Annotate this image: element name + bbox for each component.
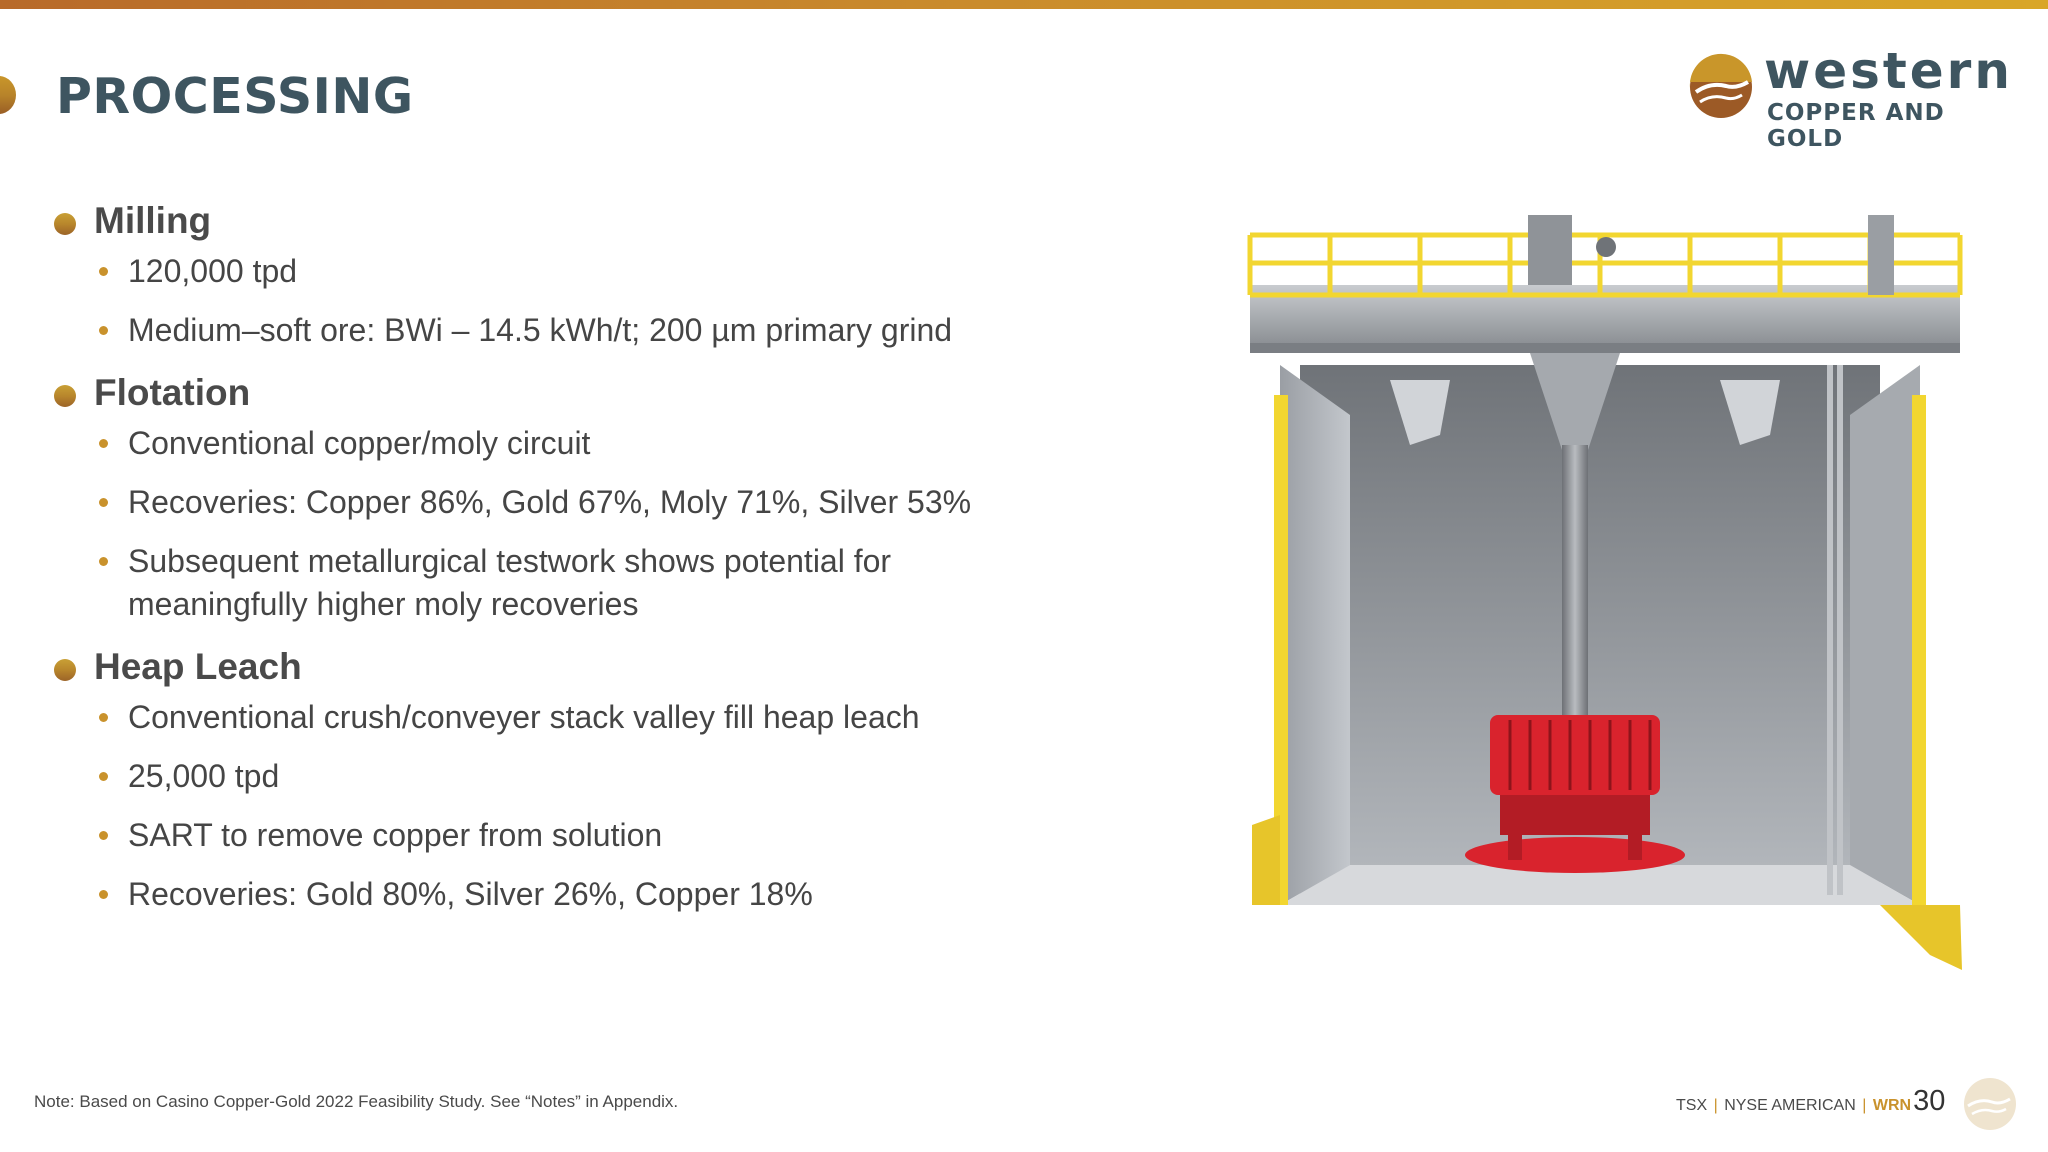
list-item xyxy=(54,540,1134,626)
list-item-text: Subsequent metallurgical testwork shows potential for meaningfully higher moly recoveries xyxy=(128,543,892,622)
list-item xyxy=(54,873,1134,916)
bullet-list xyxy=(54,250,1134,352)
list-item-text: Conventional crush/conveyer stack valley fill heap leach xyxy=(128,699,920,735)
list-item-text: 25,000 tpd xyxy=(128,758,280,794)
logo-wordmark: western xyxy=(1764,42,2013,100)
exchange-nyse: NYSE AMERICAN xyxy=(1724,1097,1856,1114)
list-item xyxy=(54,422,1134,465)
section-bullet-icon xyxy=(54,213,76,235)
list-item-text: Medium–soft ore: BWi – 14.5 kWh/t; 200 µm primary grind xyxy=(128,312,953,348)
section-bullet-icon xyxy=(54,659,76,681)
tank-left-wall xyxy=(1280,365,1350,905)
top-accent-bar xyxy=(0,0,2048,9)
list-item xyxy=(54,814,1134,857)
flotation-cell-illustration xyxy=(1240,215,1970,975)
bullet-dot-icon xyxy=(99,439,108,448)
list-item xyxy=(54,755,1134,798)
list-item xyxy=(54,481,1134,524)
page-number: 30 xyxy=(1913,1085,1946,1117)
ticker-symbol: WRN xyxy=(1872,1097,1912,1114)
bullet-content xyxy=(54,196,1134,932)
section-title: Flotation xyxy=(94,372,251,413)
bullet-list xyxy=(54,696,1134,916)
page-title: PROCESSING xyxy=(56,68,414,125)
watermark-logo-icon xyxy=(1962,1076,2018,1132)
section-title: Heap Leach xyxy=(94,646,302,687)
bullet-dot-icon xyxy=(99,890,108,899)
bullet-dot-icon xyxy=(99,831,108,840)
gauge-icon xyxy=(1596,237,1616,257)
bullet-dot-icon xyxy=(99,557,108,566)
frame-base-left xyxy=(1252,815,1280,905)
list-item-text: 120,000 tpd xyxy=(128,253,298,289)
list-item-text: Recoveries: Gold 80%, Silver 26%, Copper 18% xyxy=(128,876,813,912)
bullet-dot-icon xyxy=(99,772,108,781)
deck-beam xyxy=(1250,343,1960,353)
list-item xyxy=(54,309,1134,352)
drive-motor xyxy=(1528,215,1572,285)
section-title: Milling xyxy=(94,200,212,241)
section-flotation xyxy=(54,368,1134,626)
list-item-text: SART to remove copper from solution xyxy=(128,817,663,853)
bullet-dot-icon xyxy=(99,498,108,507)
red-impeller xyxy=(1465,715,1685,873)
section-heading xyxy=(54,368,1134,422)
edge-accent-dot xyxy=(0,76,16,114)
list-item xyxy=(54,696,1134,739)
frame-column-right xyxy=(1912,395,1926,905)
bullet-dot-icon xyxy=(99,267,108,276)
separator: | xyxy=(1862,1097,1867,1114)
frame-base-right xyxy=(1880,905,1962,970)
section-milling xyxy=(54,196,1134,352)
exchange-tsx: TSX xyxy=(1676,1097,1708,1114)
footer-exchange-info xyxy=(1676,1085,1945,1118)
list-item-text: Recoveries: Copper 86%, Gold 67%, Moly 71%, Silver 53% xyxy=(128,484,972,520)
right-equipment xyxy=(1868,215,1894,295)
list-item xyxy=(54,250,1134,293)
section-heap-leach xyxy=(54,642,1134,916)
section-heading xyxy=(54,196,1134,250)
footnote: Note: Based on Casino Copper-Gold 2022 Feasibility Study. See “Notes” in Appendix. xyxy=(34,1092,679,1111)
bullet-dot-icon xyxy=(99,713,108,722)
bullet-dot-icon xyxy=(99,326,108,335)
section-bullet-icon xyxy=(54,385,76,407)
list-item-text: Conventional copper/moly circuit xyxy=(128,425,591,461)
separator: | xyxy=(1713,1097,1718,1114)
section-heading xyxy=(54,642,1134,696)
bullet-list xyxy=(54,422,1134,626)
tank-right-wall xyxy=(1850,365,1920,905)
logo-subtitle: COPPER AND GOLD xyxy=(1767,100,1945,152)
western-logo-icon xyxy=(1686,52,1756,122)
western-logo xyxy=(1686,42,2016,152)
